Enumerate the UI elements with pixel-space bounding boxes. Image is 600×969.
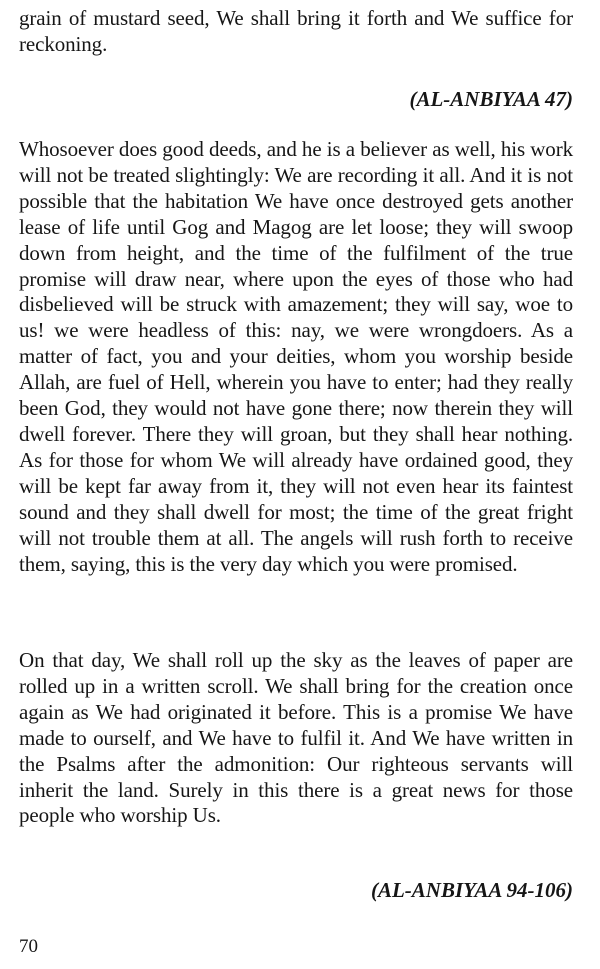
paragraph-body: Whosoever does good deeds, and he is a believer as well, his work will not be treated slightingly: We are recording it all. And it is not possible that the habitation We have once destroyed gets another lease of life until Gog and Magog are let loose; they will swoop down from height, and the time of the fulfilment of the true promise will draw near, where upon the eyes of those who had disbelieved will be struck with amazement; they will say, woe to us! we were headless of this: nay, we were wrongdoers. As a matter of fact, you and your deities, whom you worship beside Allah, are fuel of Hell, wherein you have to enter; had they really been God, they would not have gone there; now therein they will dwell forever. There they will groan, but they shall hear nothing. As for those for whom We will already have ordained good, they will be kept far away from it, they will not even hear its faintest sound and they shall dwell for most; the time of the great fright will not trouble them at all. The angels will rush forth to receive them, saying, this is the very day which you were promised. xyxy=(19,137,573,576)
verse-reference: (AL-ANBIYAA 94-106) xyxy=(370,878,573,902)
page-number: 70 xyxy=(19,936,38,957)
verse-reference: (AL-ANBIYAA 47) xyxy=(409,87,573,111)
paragraph-body: On that day, We shall roll up the sky as the leaves of paper are rolled up in a written scroll. We shall bring for the creation once again as We had originated it before. This is a promise We have made to ourself, and We have to fulfil it. And We have written in the Psalms after the admonition: Our righteous servants will inherit the land. Surely in this there is a great news for those people who worship Us. xyxy=(19,648,573,828)
paragraph-continuation: grain of mustard seed, We shall bring it forth and We suffice for reckoning. xyxy=(19,6,573,56)
